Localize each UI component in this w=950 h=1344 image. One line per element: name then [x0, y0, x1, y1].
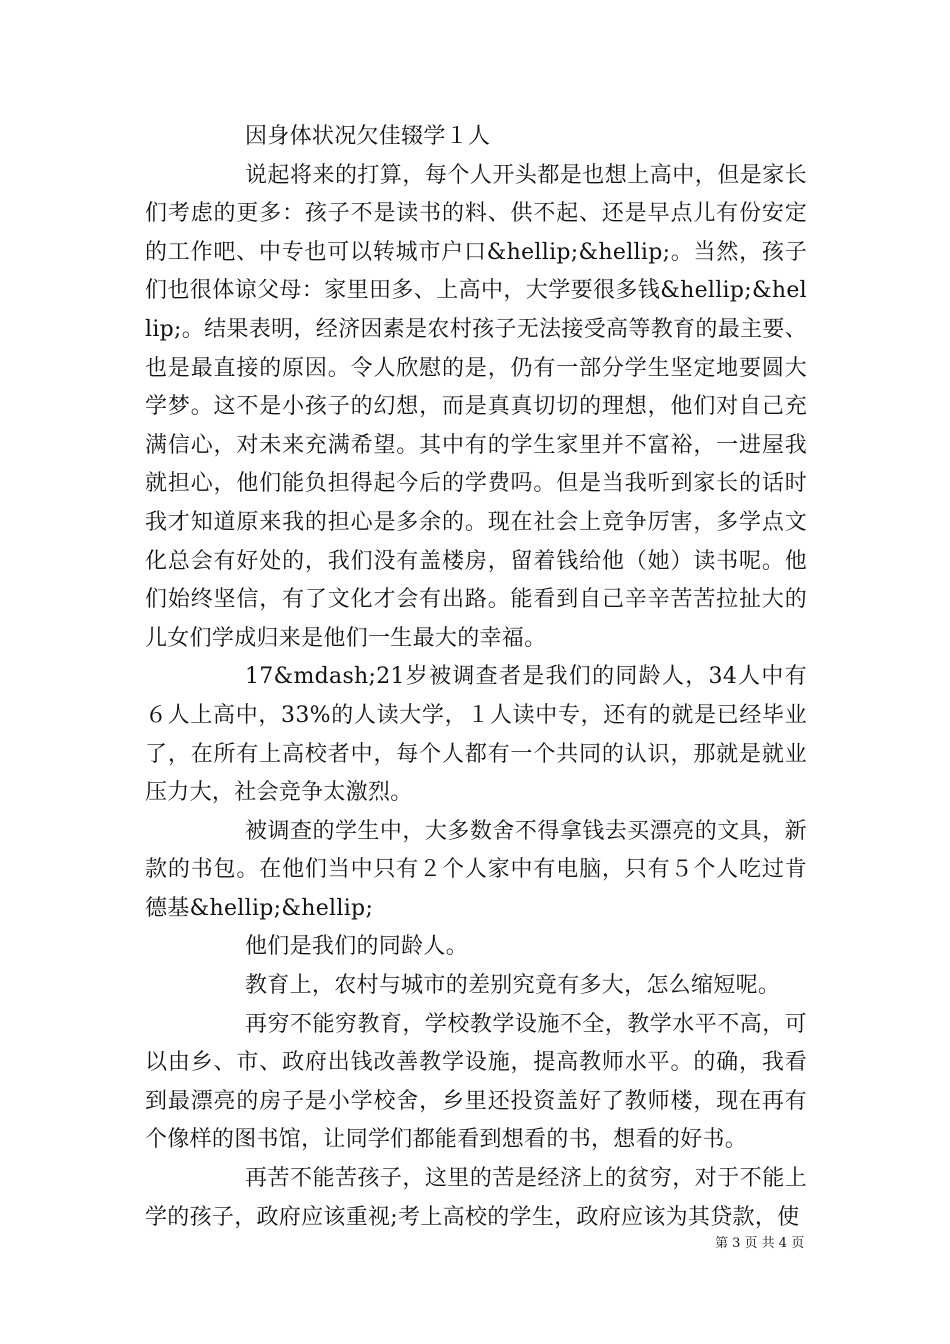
- paragraph-support-children: 再苦不能苦孩子，这里的苦是经济上的贫穷，对于不能上学的孩子，政府应该重视;考上高校的学生，政府应该为其贷款，使: [145, 1166, 807, 1230]
- paragraph-student-living: 被调查的学生中，大多数舍不得拿钱去买漂亮的文具，新款的书包。在他们当中只有２个人家中有电脑，只有５个人吃过肯德基&hellip;&hellip;: [145, 818, 807, 921]
- paragraph-invest-education: 再穷不能穷教育，学校教学设施不全，教学水平不高，可以由乡、市、政府出钱改善教学设施，提高教师水平。的确，我看到最漂亮的房子是小学校舍，乡里还投资盖好了教师楼，现在再有个像样的图书馆，让同学们都能看到想看的书，想看的好书。: [145, 1011, 807, 1153]
- paragraph-same-age: 他们是我们的同龄人。: [245, 934, 469, 960]
- paragraph-education-gap: 教育上，农村与城市的差别究竟有多大，怎么缩短呢。: [245, 973, 781, 999]
- paragraph-dropout-count: 因身体状况欠佳辍学１人: [245, 124, 491, 149]
- body-text: [145, 118, 807, 1237]
- paragraph-future-plans: 说起将来的打算，每个人开头都是也想上高中，但是家长们考虑的更多：孩子不是读书的料、供不起、还是早点儿有份安定的工作吧、中专也可以转城市户口&hellip;&hellip;。当然，孩子们也很体谅父母：家里田多、上高中，大学要很多钱&hellip;&hellip;。结果表明，经济因素是农村孩子无法接受高等教育的最主要、也是最直接的原因。令人欣慰的是，仍有一部分学生坚定地要圆大学梦。这不是小孩子的幻想，而是真真切切的理想，他们对自己充满信心，对未来充满希望。其中有的学生家里并不富裕，一进屋我就担心，他们能负担得起今后的学费吗。但是当我听到家长的话时我才知道原来我的担心是多余的。现在社会上竞争厉害，多学点文化总会有好处的，我们没有盖楼房，留着钱给他（她）读书呢。他们始终坚信，有了文化才会有出路。能看到自己辛辛苦苦拉扯大的儿女们学成归来是他们一生最大的幸福。: [145, 162, 807, 651]
- paragraph-peer-survey: 17&mdash;21岁被调查者是我们的同龄人，34人中有６人上高中，33%的人读大学，１人读中专，还有的就是已经毕业了，在所有上高校者中，每个人都有一个共同的认识，那就是就业压力大，社会竞争太激烈。: [145, 664, 807, 806]
- page-number: 第 3 页 共 4 页: [715, 1236, 805, 1251]
